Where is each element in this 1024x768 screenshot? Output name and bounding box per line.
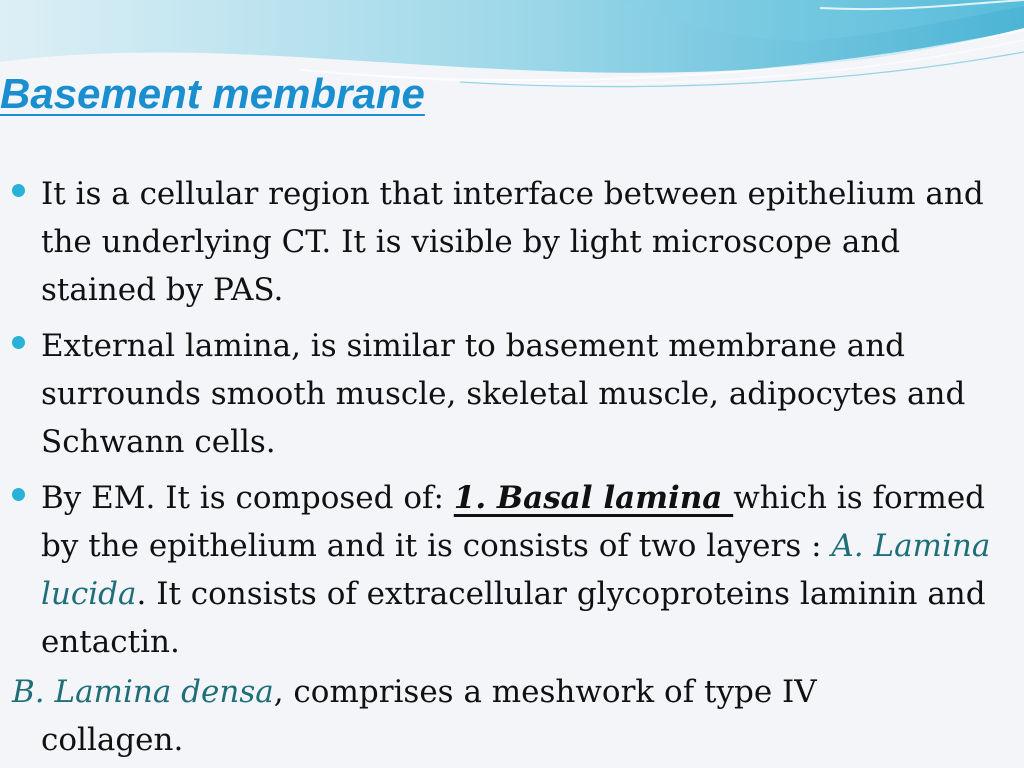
slide-body [12, 170, 1017, 764]
bullet-text: It is a cellular region that interface between epithelium and the underlying CT. It is visible by light microscope and stained by PAS. [41, 176, 984, 308]
basal-lamina-term: 1. Basal lamina [453, 480, 734, 516]
lamina-densa-text: , comprises a meshwork of type IV [273, 674, 817, 710]
bullet-item-2 [12, 322, 1017, 466]
bullet-dot-icon [12, 184, 25, 197]
slide-title: Basement membrane [0, 70, 425, 117]
bullet-item-3 [12, 474, 1017, 666]
lamina-lucida-term: A. Lamina lucida [41, 528, 991, 612]
bullet-dot-icon [12, 488, 25, 501]
bullet-item-1 [12, 170, 1017, 314]
bullet-dot-icon [12, 336, 25, 349]
bullet-prefix: By EM. It is composed of: [41, 480, 454, 516]
lamina-lucida-text: . It consists of extracellular glycoproteins laminin and entactin. [41, 576, 986, 660]
bullet-after-term: which is formed by the epithelium and it is consists of two layers : [41, 480, 986, 564]
lamina-densa-term: B. Lamina densa [12, 674, 274, 710]
lamina-densa-paragraph [12, 668, 1017, 764]
bullet-text: External lamina, is similar to basement membrane and surrounds smooth muscle, skeletal muscle, adipocytes and Schwann cells. [41, 328, 966, 460]
lamina-densa-text-cont: collagen. [41, 722, 184, 758]
